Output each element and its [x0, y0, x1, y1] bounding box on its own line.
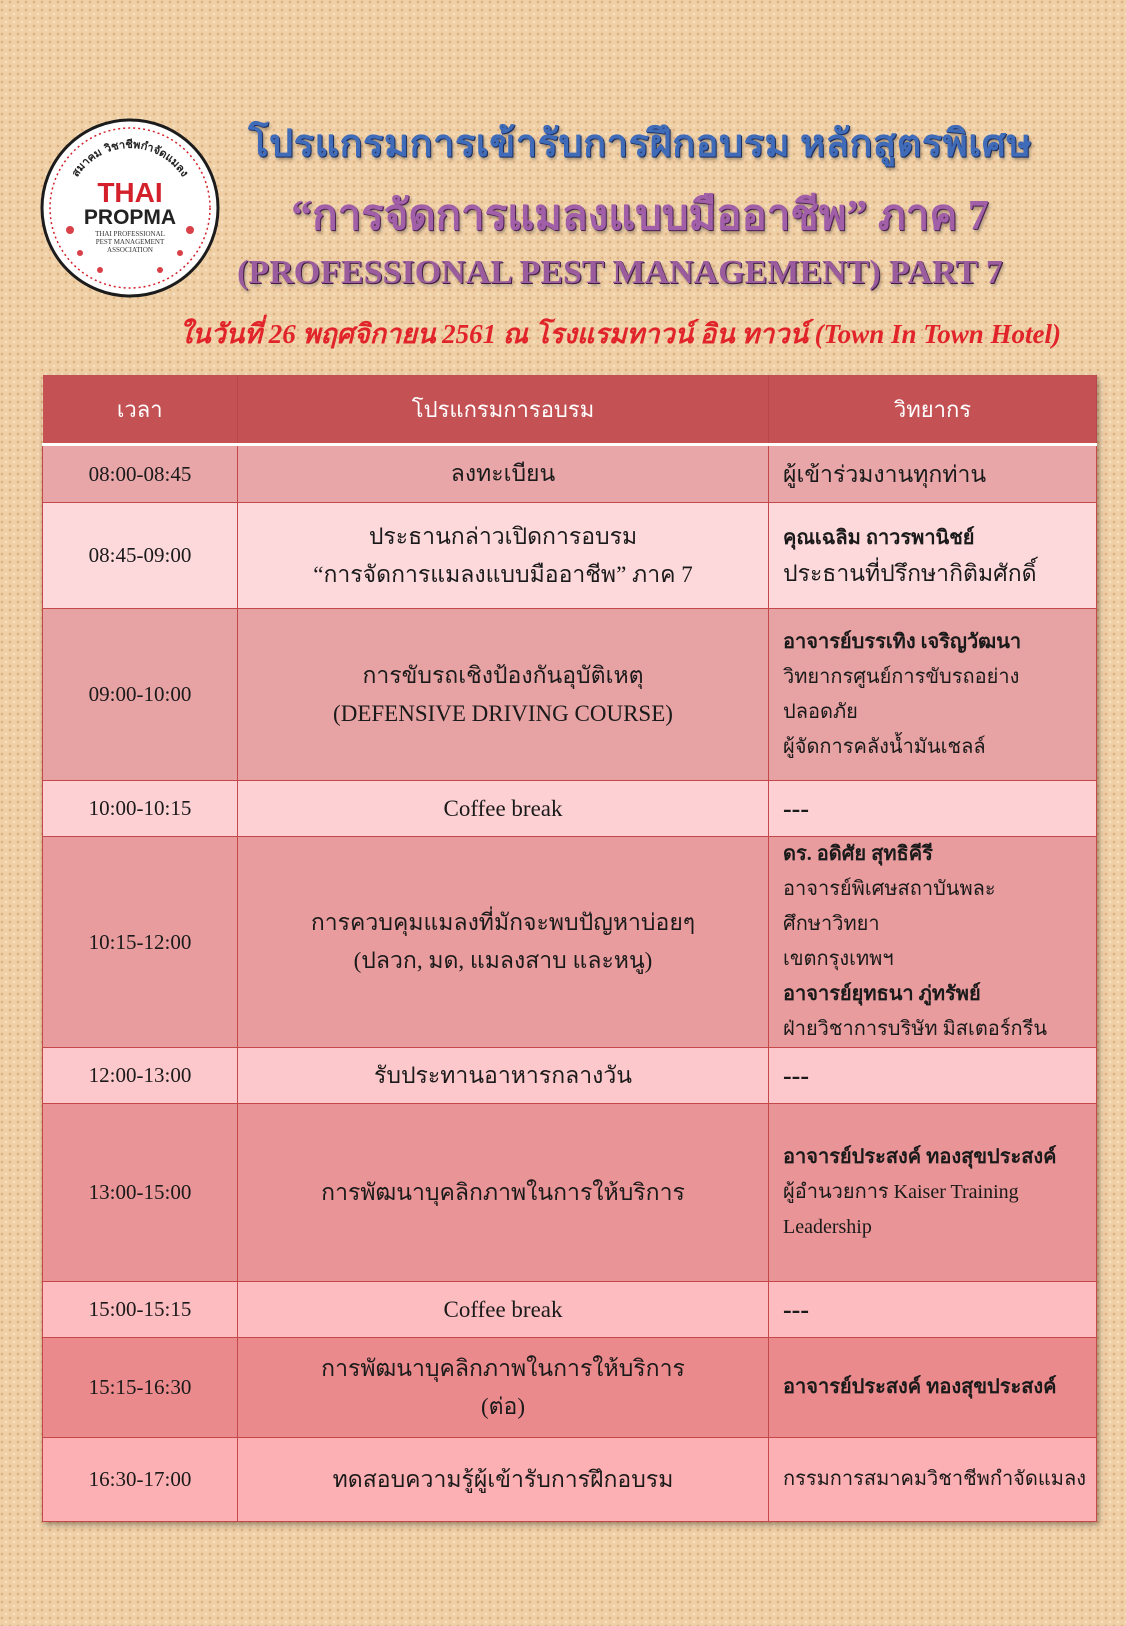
speaker-detail: วิทยากรศูนย์การขับรถอย่างปลอดภัย	[783, 665, 1020, 723]
program-line: การพัฒนาบุคลิกภาพในการให้บริการ	[321, 1355, 685, 1381]
row-time: 16:30-17:00	[43, 1438, 238, 1522]
schedule-header-row	[43, 375, 1097, 445]
schedule-row	[43, 609, 1097, 781]
row-time: 13:00-15:00	[43, 1104, 238, 1282]
speaker-detail: กรรมการสมาคมวิชาชีพกำจัดแมลง	[783, 1468, 1086, 1490]
row-time: 08:45-09:00	[43, 503, 238, 609]
row-time: 10:15-12:00	[43, 837, 238, 1048]
logo-word-propma: PROPMA	[83, 206, 177, 229]
program-line: การควบคุมแมลงที่มักจะพบปัญหาบ่อยๆ	[310, 910, 696, 935]
row-speaker	[769, 1282, 1097, 1338]
row-program	[238, 503, 769, 609]
speaker-name: อาจารย์ประสงค์ ทองสุขประสงค์	[783, 1146, 1057, 1168]
header-date-venue: ในวันที่ 26 พฤศจิกายน 2561 ณ โรงแรมทาวน์ อิน ทาวน์ (Town In Town Hotel)	[178, 319, 1062, 349]
header-title-course: “การจัดการแมลงแบบมืออาชีพ” ภาค 7	[291, 193, 989, 239]
schedule-row	[43, 1104, 1097, 1282]
program-line: “การจัดการแมลงแบบมืออาชีพ” ภาค 7	[313, 561, 693, 587]
schedule-row	[43, 781, 1097, 837]
row-time: 12:00-13:00	[43, 1048, 238, 1104]
logo-sub3: ASSOCIATION	[107, 246, 153, 254]
speaker-detail: ผู้เข้าร่วมงานทุกท่าน	[783, 461, 987, 487]
row-speaker	[769, 837, 1097, 1048]
speaker-detail: ---	[783, 1295, 809, 1324]
speaker-name: คุณเฉลิม ถาวรพานิชย์	[783, 526, 975, 549]
row-time: 15:00-15:15	[43, 1282, 238, 1338]
speaker-detail: ---	[783, 794, 809, 823]
row-program	[238, 1282, 769, 1338]
row-time: 10:00-10:15	[43, 781, 238, 837]
header-program: โปรแกรมการอบรม	[238, 375, 769, 445]
speaker-detail: Leadership	[783, 1216, 872, 1238]
schedule-table	[42, 375, 1097, 1522]
speaker-detail: เขตกรุงเทพฯ	[783, 948, 894, 970]
row-time: 08:00-08:45	[43, 445, 238, 503]
schedule-row	[43, 445, 1097, 503]
header-speaker: วิทยากร	[769, 375, 1097, 445]
speaker-detail: ประธานที่ปรึกษากิติมศักดิ์	[783, 560, 1037, 586]
row-time: 15:15-16:30	[43, 1338, 238, 1438]
program-line: การพัฒนาบุคลิกภาพในการให้บริการ	[321, 1179, 685, 1205]
row-program	[238, 1048, 769, 1104]
program-line: ลงทะเบียน	[450, 461, 556, 486]
logo-sub1: THAI PROFESSIONAL	[95, 230, 165, 238]
row-program	[238, 1338, 769, 1438]
speaker-name: อาจารย์บรรเทิง เจริญวัฒนา	[783, 630, 1022, 653]
speaker-detail: ผู้จัดการคลังน้ำมันเชลล์	[783, 735, 986, 758]
row-program	[238, 781, 769, 837]
program-line: ทดสอบความรู้ผู้เข้ารับการฝึกอบรม	[332, 1466, 674, 1492]
schedule-row	[43, 1338, 1097, 1438]
logo-arc-text: สมาคม วิชาชีพกำจัดแมลง	[68, 137, 192, 180]
schedule-row	[43, 503, 1097, 609]
header-title-program: โปรแกรมการเข้ารับการฝึกอบรม หลักสูตรพิเศษ	[248, 123, 1032, 165]
speaker-detail: ผู้อำนวยการ Kaiser Training	[783, 1181, 1019, 1203]
row-speaker	[769, 1338, 1097, 1438]
row-time: 09:00-10:00	[43, 609, 238, 781]
program-line: รับประทานอาหารกลางวัน	[373, 1062, 633, 1088]
row-speaker	[769, 1048, 1097, 1104]
row-speaker	[769, 781, 1097, 837]
schedule-row	[43, 837, 1097, 1048]
schedule-row	[43, 1438, 1097, 1522]
row-speaker	[769, 445, 1097, 503]
program-line: Coffee break	[443, 795, 563, 821]
row-speaker	[769, 1438, 1097, 1522]
speaker-detail: ฝ่ายวิชาการบริษัท มิสเตอร์กรีน	[783, 1018, 1048, 1040]
program-line: (DEFENSIVE DRIVING COURSE)	[333, 700, 673, 726]
row-program	[238, 445, 769, 503]
schedule-row	[43, 1048, 1097, 1104]
schedule-row	[43, 1282, 1097, 1338]
row-speaker	[769, 609, 1097, 781]
speaker-name: อาจารย์ยุทธนา ภู่ทรัพย์	[783, 983, 981, 1005]
header-title-english: (PROFESSIONAL PEST MANAGEMENT) PART 7	[237, 254, 1003, 291]
program-line: ประธานกล่าวเปิดการอบรม	[368, 523, 638, 549]
row-speaker	[769, 1104, 1097, 1282]
row-program	[238, 609, 769, 781]
speaker-detail: ---	[783, 1061, 809, 1090]
thai-propma-logo	[40, 118, 220, 298]
program-line: (ต่อ)	[480, 1393, 526, 1419]
row-program	[238, 1104, 769, 1282]
row-speaker	[769, 503, 1097, 609]
logo-sub2: PEST MANAGEMENT	[95, 238, 165, 246]
speaker-detail: อาจารย์พิเศษสถาบันพละศึกษาวิทยา	[783, 878, 996, 935]
row-program	[238, 1438, 769, 1522]
program-line: (ปลวก, มด, แมลงสาบ และหนู)	[353, 948, 653, 973]
header-time: เวลา	[43, 375, 238, 445]
program-line: การขับรถเชิงป้องกันอุบัติเหตุ	[362, 662, 644, 688]
program-line: Coffee break	[443, 1296, 563, 1322]
row-program	[238, 837, 769, 1048]
speaker-name: ดร. อดิศัย สุทธิคีรี	[783, 843, 933, 865]
speaker-name: อาจารย์ประสงค์ ทองสุขประสงค์	[783, 1376, 1057, 1398]
logo-word-thai: THAI	[97, 177, 163, 208]
schedule-body	[43, 445, 1097, 1522]
